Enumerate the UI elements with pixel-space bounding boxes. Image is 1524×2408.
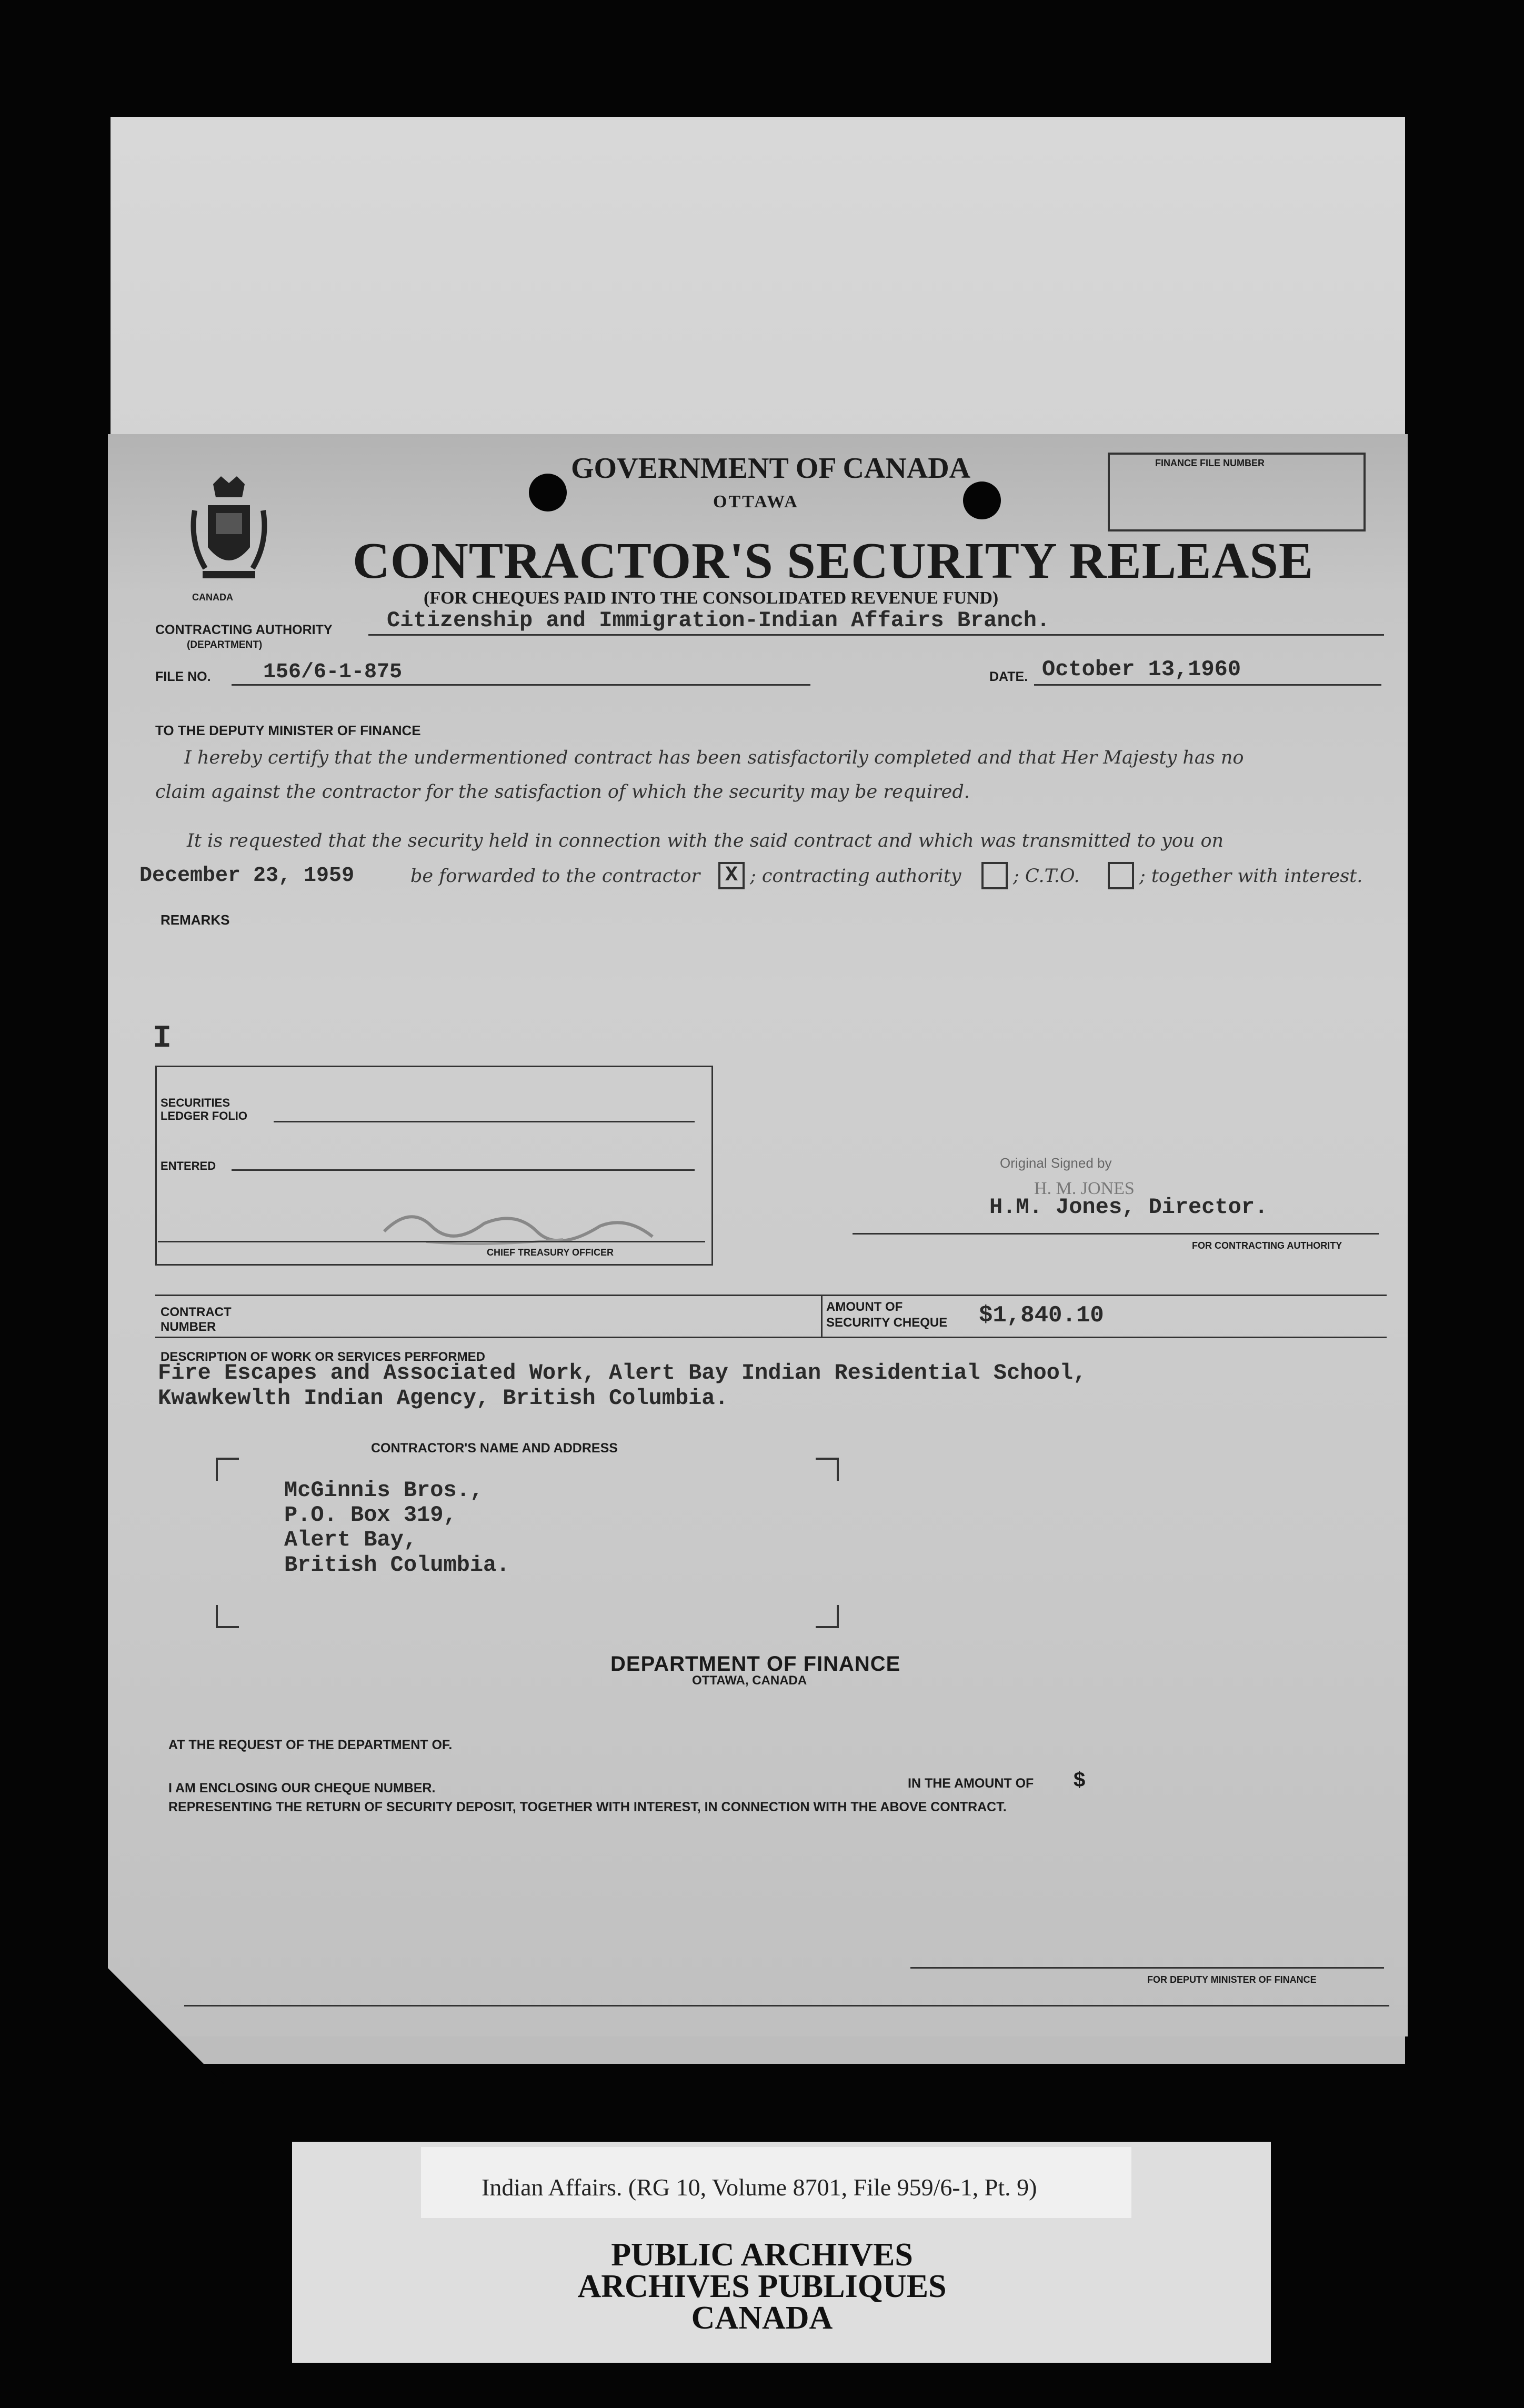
- at-request-label: AT THE REQUEST OF THE DEPARTMENT OF.: [168, 1738, 453, 1752]
- request-transmit-date: December 23, 1959: [139, 864, 355, 888]
- department-label: (DEPARTMENT): [187, 639, 263, 650]
- remarks-mark: I: [153, 1021, 172, 1057]
- description-line-1: Fire Escapes and Associated Work, Alert Bay Indian Residential School,: [158, 1360, 1087, 1386]
- file-no-label: FILE NO.: [155, 669, 211, 684]
- addressee-line: TO THE DEPUTY MINISTER OF FINANCE: [155, 723, 421, 738]
- date-line: [1034, 684, 1381, 686]
- signed-typed-name: H.M. Jones, Director.: [989, 1195, 1268, 1220]
- address-line-2: P.O. Box 319,: [284, 1502, 457, 1528]
- folded-corner: [108, 1968, 224, 2084]
- archive-line-3: CANADA: [691, 2300, 833, 2336]
- amount-label-2: SECURITY CHEQUE: [826, 1316, 948, 1330]
- description-line-2: Kwawkewlth Indian Agency, British Columbia.: [158, 1386, 728, 1411]
- amount-dollar-sign: $: [1074, 1768, 1086, 1791]
- address-line-3: Alert Bay,: [284, 1527, 417, 1552]
- entered-line: [232, 1169, 695, 1171]
- contracting-authority-line: [368, 634, 1384, 636]
- canada-crest-icon: [184, 474, 274, 600]
- address-bracket-top-right: [816, 1458, 839, 1481]
- punch-hole-right: [963, 481, 1001, 519]
- description-label: DESCRIPTION OF WORK OR SERVICES PERFORMED: [161, 1350, 485, 1364]
- file-no-value: 156/6-1-875: [263, 660, 403, 684]
- finance-file-number-label: FINANCE FILE NUMBER: [1155, 458, 1265, 468]
- checkbox-cto[interactable]: [1108, 862, 1134, 889]
- contractor-address-label: CONTRACTOR'S NAME AND ADDRESS: [371, 1441, 618, 1456]
- for-deputy-minister-label: FOR DEPUTY MINISTER OF FINANCE: [1147, 1974, 1317, 1985]
- security-cheque-amount: $1,840.10: [979, 1302, 1104, 1329]
- address-line-1: McGinnis Bros.,: [284, 1478, 484, 1503]
- authority-signature-line: [853, 1233, 1379, 1235]
- address-bracket-top-left: [216, 1458, 239, 1481]
- contract-number-label-1: CONTRACT: [161, 1305, 232, 1319]
- address-line-4: British Columbia.: [284, 1552, 510, 1578]
- date-value: October 13,1960: [1042, 657, 1241, 682]
- forward-text: be forwarded to the contractor: [410, 866, 700, 887]
- treasury-signature: [379, 1195, 663, 1252]
- crest-label: CANADA: [192, 592, 233, 603]
- department-finance-city: OTTAWA, CANADA: [692, 1673, 807, 1688]
- file-no-line: [232, 684, 810, 686]
- ledger-folio-line: [274, 1121, 695, 1122]
- department-finance-heading: DEPARTMENT OF FINANCE: [610, 1652, 901, 1675]
- address-bracket-bottom-right: [816, 1605, 839, 1628]
- form-subtitle: (FOR CHEQUES PAID INTO THE CONSOLIDATED REVENUE FUND): [424, 588, 999, 608]
- contract-number-label-2: NUMBER: [161, 1320, 216, 1334]
- amount-label-1: AMOUNT OF: [826, 1300, 903, 1314]
- interest-text: ; together with interest.: [1139, 866, 1363, 887]
- stamp-signer-name: H. M. JONES: [1034, 1179, 1135, 1198]
- contracting-authority-value: Citizenship and Immigration-Indian Affairs Branch.: [387, 608, 1050, 633]
- in-amount-label: IN THE AMOUNT OF: [908, 1776, 1034, 1791]
- cto-text: ; C.T.O.: [1013, 866, 1080, 887]
- request-line-1: It is requested that the security held in connection with the said contract and which was transmitted to you on: [187, 830, 1224, 851]
- archive-line-2: ARCHIVES PUBLIQUES: [577, 2269, 947, 2304]
- certify-line-2: claim against the contractor for the satisfaction of which the security may be required.: [155, 781, 970, 802]
- representing-text: REPRESENTING THE RETURN OF SECURITY DEPOSIT, TOGETHER WITH INTEREST, IN CONNECTION WITH THE ABOVE CONTRACT.: [168, 1800, 1007, 1814]
- entered-label: ENTERED: [161, 1159, 216, 1172]
- government-heading: GOVERNMENT OF CANADA: [571, 452, 971, 485]
- address-bracket-bottom-left: [216, 1605, 239, 1628]
- contracting-authority-label: CONTRACTING AUTHORITY: [155, 623, 333, 637]
- ledger-folio-label: LEDGER FOLIO: [161, 1109, 247, 1122]
- contract-row-top: [155, 1295, 1387, 1296]
- stamp-original-signed: Original Signed by: [1000, 1155, 1112, 1171]
- contract-row-divider: [821, 1295, 823, 1337]
- certify-line-1: I hereby certify that the undermentioned contract has been satisfactorily completed and that Her Majesty has no: [184, 747, 1244, 768]
- contract-row-bottom: [155, 1337, 1387, 1338]
- form-title: CONTRACTOR'S SECURITY RELEASE: [353, 533, 1314, 589]
- remarks-label: REMARKS: [161, 912, 230, 928]
- punch-hole-left: [529, 474, 567, 511]
- enclosing-label: I AM ENCLOSING OUR CHEQUE NUMBER.: [168, 1781, 436, 1795]
- archive-reference: Indian Affairs. (RG 10, Volume 8701, File 959/6-1, Pt. 9): [482, 2174, 1037, 2201]
- date-label: DATE.: [989, 669, 1028, 684]
- deputy-signature-line: [910, 1967, 1384, 1969]
- checkbox-contracting-authority[interactable]: [981, 862, 1008, 889]
- checkbox-contractor[interactable]: X: [718, 862, 745, 889]
- form-bottom-line: [184, 2005, 1389, 2006]
- city-heading: OTTAWA: [713, 492, 799, 511]
- securities-label: SECURITIES: [161, 1096, 230, 1109]
- chief-treasury-label: CHIEF TREASURY OFFICER: [487, 1247, 614, 1258]
- contracting-authority-text: ; contracting authority: [750, 866, 961, 887]
- chief-treasury-line: [158, 1241, 705, 1242]
- archive-line-1: PUBLIC ARCHIVES: [611, 2237, 913, 2273]
- for-contracting-authority-label: FOR CONTRACTING AUTHORITY: [1192, 1240, 1342, 1251]
